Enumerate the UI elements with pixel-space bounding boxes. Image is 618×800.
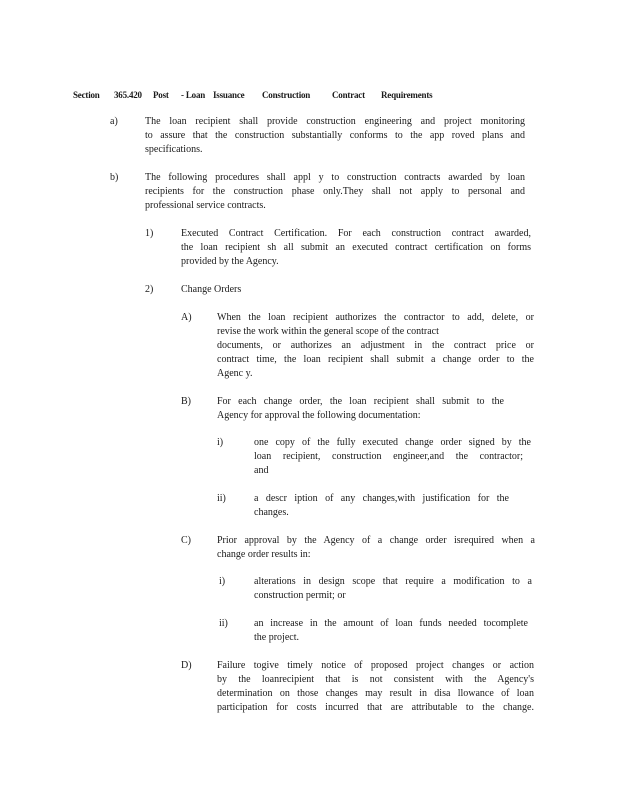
heading-word-contract: Contract <box>332 90 365 100</box>
heading-word-post: Post <box>153 90 169 100</box>
item-Ci-label: i) <box>219 576 226 587</box>
text-line: loan recipient, construction engineer,and the contractor; <box>254 451 523 462</box>
text-line: to assure that the construction substantially conforms to the app roved plans and <box>145 130 525 141</box>
text-line: change order results in: <box>217 549 311 560</box>
text-line: provided by the Agency. <box>181 256 279 267</box>
text-line: contract time, the loan recipient shall submit a change order to the <box>217 354 534 365</box>
text-line: determination on those changes may result in disa llowance of loan <box>217 688 534 699</box>
text-line: For each change order, the loan recipient shall submit to the <box>217 396 504 407</box>
item-B-label: B) <box>181 396 191 407</box>
text-line: one copy of the fully executed change order signed by the <box>254 437 531 448</box>
item-a-label: a) <box>110 116 118 127</box>
text-line: Executed Contract Certification. For each construction contract awarded, <box>181 228 531 239</box>
text-line: revise the work within the general scope of the contract <box>217 326 439 337</box>
text-line: a descr iption of any changes,with justification for the <box>254 493 509 504</box>
heading-section-number: 365.420 <box>114 90 142 100</box>
item-D-label: D) <box>181 660 192 671</box>
text-line: The loan recipient shall provide construction engineering and project monitoring <box>145 116 525 127</box>
item-a-text <box>145 115 525 157</box>
text-line: the project. <box>254 632 299 643</box>
item-Cii-label: ii) <box>219 618 228 629</box>
item-b1-text <box>181 227 531 269</box>
heading-word-requirements: Requirements <box>381 90 433 100</box>
text-line: an increase in the amount of loan funds needed tocomplete <box>254 618 528 629</box>
item-B-text <box>217 395 504 423</box>
text-line: The following procedures shall appl y to construction contracts awarded by loan <box>145 172 525 183</box>
item-b2-text <box>181 283 531 297</box>
item-A-text <box>217 311 534 381</box>
text-line: changes. <box>254 507 289 518</box>
heading-word-loan: - Loan <box>181 90 206 100</box>
heading-section-word: Section <box>73 90 100 100</box>
text-line: Failure togive timely notice of proposed project changes or action <box>217 660 534 671</box>
text-line: specifications. <box>145 144 203 155</box>
item-b2-label: 2) <box>145 284 154 295</box>
heading-word-issuance: Issuance <box>213 90 245 100</box>
item-C-text <box>217 534 535 562</box>
item-Bii-text <box>254 492 509 520</box>
item-Cii-text <box>254 617 528 645</box>
text-line: the loan recipient sh all submit an executed contract certification on forms <box>181 242 531 253</box>
item-b-label: b) <box>110 172 119 183</box>
item-C-label: C) <box>181 535 191 546</box>
text-line: Change Orders <box>181 284 242 295</box>
item-D-text <box>217 659 534 715</box>
item-b1-label: 1) <box>145 228 154 239</box>
text-line: Agenc y. <box>217 368 253 379</box>
item-Bi-text <box>254 436 531 478</box>
text-line: recipients for the construction phase only.They shall not apply to personal and <box>145 186 525 197</box>
item-Bi-label: i) <box>217 437 224 448</box>
text-line: Agency for approval the following documentation: <box>217 410 421 421</box>
text-line: professional service contracts. <box>145 200 266 211</box>
item-b-text <box>145 171 525 213</box>
text-line: and <box>254 465 269 476</box>
text-line: documents, or authorizes an adjustment in the contract price or <box>217 340 534 351</box>
item-Ci-text <box>254 575 532 603</box>
text-line: by the loanrecipient that is not consistent with the Agency's <box>217 674 534 685</box>
item-Bii-label: ii) <box>217 493 226 504</box>
heading-word-construction: Construction <box>262 90 311 100</box>
text-line: alterations in design scope that require a modification to a <box>254 576 532 587</box>
text-line: participation for costs incurred that are attributable to the change. <box>217 702 534 713</box>
text-line: When the loan recipient authorizes the contractor to add, delete, or <box>217 312 534 323</box>
text-line: Prior approval by the Agency of a change order isrequired when a <box>217 535 535 546</box>
text-line: construction permit; or <box>254 590 346 601</box>
item-A-label: A) <box>181 312 192 323</box>
